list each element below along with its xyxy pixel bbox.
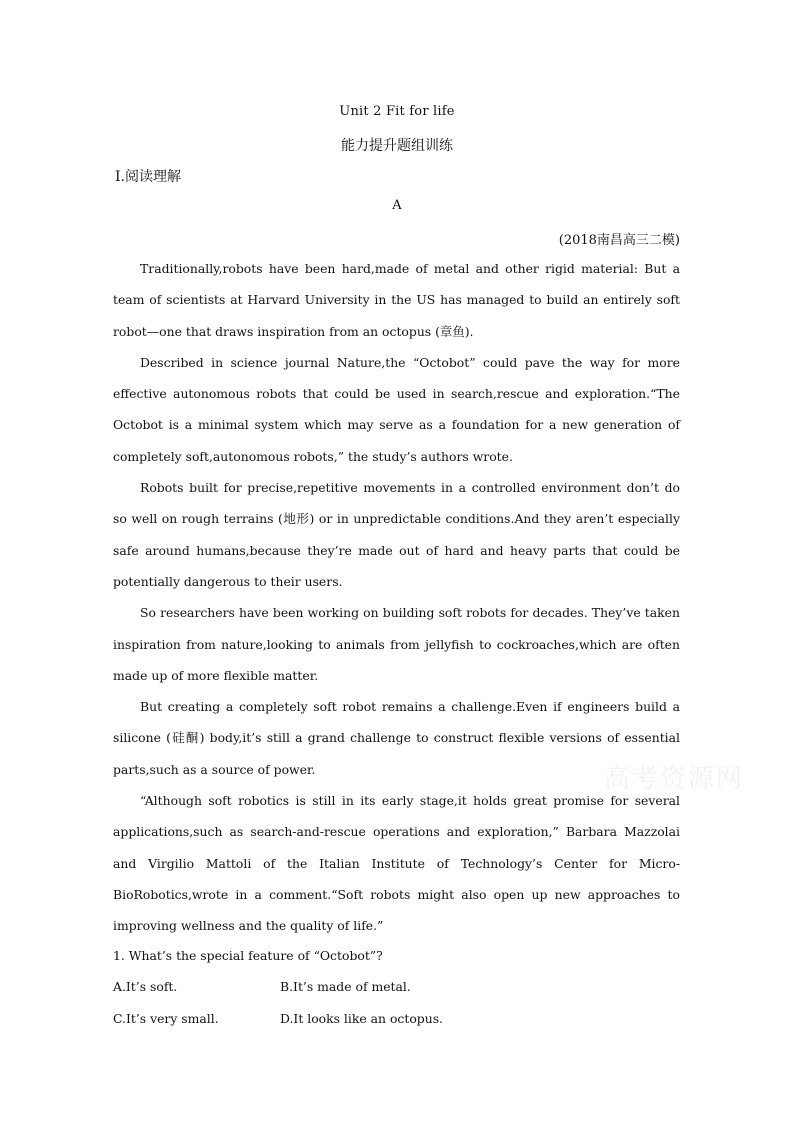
passage-paragraph: Traditionally,robots have been hard,made of metal and other rigid material: But a team of scientists at Harvard University in the US has managed to build an entirely soft robot—one that draws inspiration from an octopus (章鱼). xyxy=(113,261,680,339)
reading-passage xyxy=(113,253,680,942)
option-c: C.It’s very small. xyxy=(113,1010,219,1026)
question-block xyxy=(113,940,680,1034)
passage-paragraph: Described in science journal Nature,the “Octobot” could pave the way for more effective autonomous robots that could be used in search,rescue and exploration.“The Octobot is a minimal system which may serve as a foundation for a new generation of completely soft,autonomous robots,” the study’s authors wrote. xyxy=(113,354,680,464)
section-heading: Ⅰ.阅读理解 xyxy=(115,169,181,185)
option-b: B.It’s made of metal. xyxy=(280,979,411,995)
passage-label: A xyxy=(392,198,402,213)
option-a: A.It’s soft. xyxy=(113,979,178,995)
source-note: (2018南昌高三二模) xyxy=(558,233,680,248)
option-d: D.It looks like an octopus. xyxy=(280,1010,443,1026)
option-row xyxy=(113,1003,680,1034)
passage-paragraph: But creating a completely soft robot remains a challenge.Even if engineers build a silicone (硅酮) body,it’s still a grand challenge to construct flexible versions of essential parts,such as a source of power. xyxy=(113,699,680,777)
passage-paragraph: So researchers have been working on building soft robots for decades. They’ve taken inspiration from nature,looking to animals from jellyfish to cockroaches,which are often made up of more flexible matter. xyxy=(113,605,680,683)
passage-paragraph: Robots built for precise,repetitive movements in a controlled environment don’t do so well on rough terrains (地形) or in unpredictable conditions.And they aren’t especially safe around humans,because they’re made out of hard and heavy parts that could be potentially dangerous to their users. xyxy=(113,480,680,589)
watermark: 高考资源网 xyxy=(604,764,745,794)
question-stem: 1. What’s the special feature of “Octobot”? xyxy=(113,948,383,963)
unit-title: Unit 2 Fit for life xyxy=(339,104,455,119)
option-row xyxy=(113,971,680,1002)
exercise-subtitle: 能力提升题组训练 xyxy=(341,138,453,154)
passage-paragraph: “Although soft robotics is still in its early stage,it holds great promise for several applications,such as search-and-rescue operations and exploration,” Barbara Mazzolai and Virgilio Mattoli of the Italian Institute of Technology’s Center for Micro-BioRobotics,wrote in a comment.“Soft robots might also open up new approaches to improving wellness and the quality of life.” xyxy=(113,793,680,934)
